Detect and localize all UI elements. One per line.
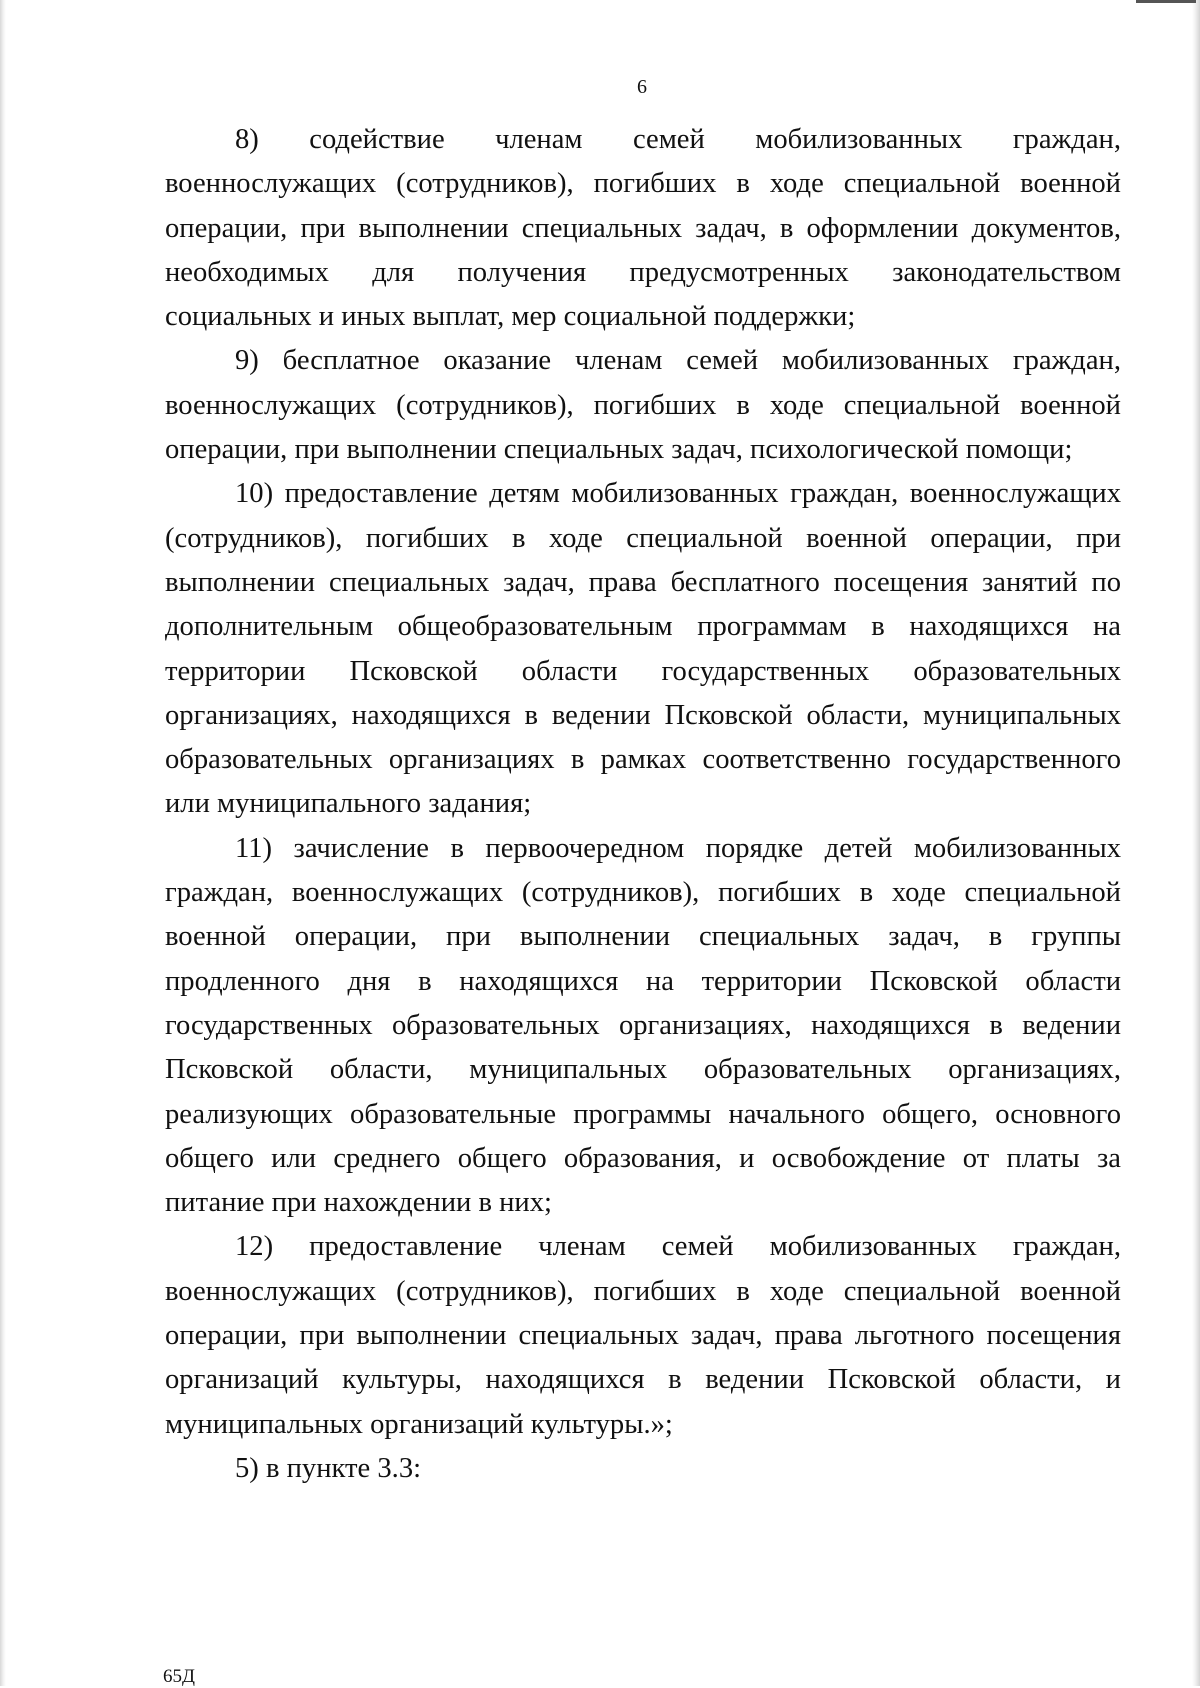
scan-edge-right — [1192, 0, 1200, 1686]
paragraph-item-8: 8) содействие членам семей мобилизованных граждан, военнослужащих (сотрудников), погибших в ходе специальной военной операции, при выполнении специальных задач, в оформлении документов, необходимых для получения предусмотренных законодательством социальных и иных выплат, мер социальной поддержки; — [165, 124, 1121, 333]
paragraph-item-10: 10) предоставление детям мобилизованных граждан, военнослужащих (сотрудников), погибших в ходе специальной военной операции, при выполнении специальных задач, права бесплатного посещения занятий по дополнительным общеобразовательным программам в находящихся на территории Псковской области государственных образовательных организациях, находящихся в ведении Псковской области, муниципальных образовательных организациях в рамках соответственно государственного или муниципального задания; — [165, 478, 1121, 820]
footer-code: 65Д — [163, 1666, 195, 1687]
scan-mark-top — [1136, 0, 1196, 3]
scan-edge-left — [0, 0, 6, 1686]
paragraph-item-5-point-3-3: 5) в пункте 3.3: — [235, 1452, 422, 1484]
document-body — [165, 118, 1121, 1491]
paragraph-item-11: 11) зачисление в первоочередном порядке детей мобилизованных граждан, военнослужащих (сотрудников), погибших в ходе специальной военной операции, при выполнении специальных задач, в группы продленного дня в находящихся на территории Псковской области государственных образовательных организациях, находящихся в ведении Псковской области, муниципальных образовательных организациях, реализующих образовательные программы начального общего, основного общего или среднего общего образования, и освобождение от платы за питание при нахождении в них; — [165, 832, 1121, 1219]
paragraph-item-12: 12) предоставление членам семей мобилизованных граждан, военнослужащих (сотрудников), погибших в ходе специальной военной операции, при выполнении специальных задач, права льготного посещения организаций культуры, находящихся в ведении Псковской области, и муниципальных организаций культуры.»; — [165, 1231, 1121, 1440]
paragraph-item-9: 9) бесплатное оказание членам семей мобилизованных граждан, военнослужащих (сотрудников), погибших в ходе специальной военной операции, при выполнении специальных задач, психологической помощи; — [165, 345, 1121, 466]
page-number: 6 — [637, 76, 647, 98]
